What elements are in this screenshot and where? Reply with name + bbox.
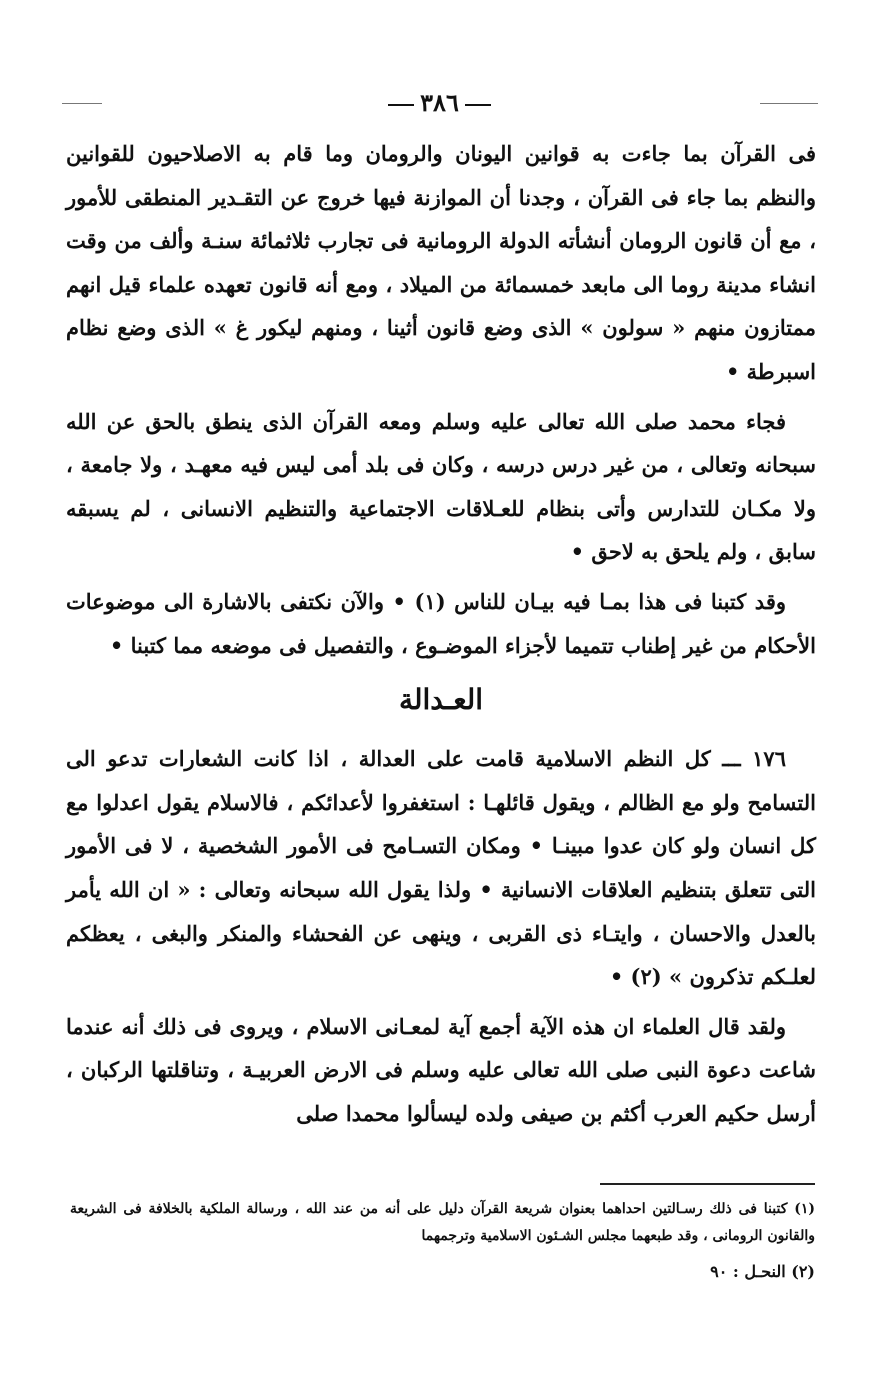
- page-number-dash-left: [388, 104, 414, 106]
- page-number-dash-right: [465, 104, 491, 106]
- section-paragraph-1: ١٧٦ ـــ كل النظم الاسلامية قامت على العدالة ، اذا كانت الشعارات تدعو الى التسامح ولو مع الظالم ، ويقول قائلهـا : استغفروا لأعدائكم ، فالاسلام يقول اعدلوا مع كل انسان ولو كان عدوا مبينـا • ومكان التسـامح فى الأمور الشخصية ، لا فى الأمور التى تتعلق بتنظيم العلاقات الانسانية • ولذا يقول الله سبحانه وتعالى : « ان الله يأمر بالعدل والاحسان ، وايتـاء ذى القربى ، وينهى عن الفحشاء والمنكر والبغى ، يعظكم لعلـكم تذكرون » (٢) •: [66, 746, 816, 990]
- section-heading: العـدالة: [398, 683, 484, 717]
- paragraph-3: وقد كتبنا فى هذا بمـا فيه بيـان للناس (١) • والآن نكتفى بالاشارة الى موضوعات الأحكام من غير إطناب تتميما لأجزاء الموضـوع ، والتفصيل فى موضعه مما كتبنا •: [66, 588, 816, 658]
- footnotes: [70, 1196, 815, 1285]
- section-paragraph-2: ولقد قال العلماء ان هذه الآية أجمع آية لمعـانى الاسلام ، ويروى فى ذلك أنه عندما شاعت دعوة النبى صلى الله تعالى عليه وسلم فى الارض العربيـة ، وتناقلتها الركبان ، أرسل حكيم العرب أكثم بن صيفى ولده ليسألوا محمدا صلى: [66, 1013, 816, 1126]
- main-text: [66, 132, 816, 1141]
- page-number-value: ٣٨٦: [420, 88, 459, 117]
- paragraph-2: فجاء محمد صلى الله تعالى عليه وسلم ومعه القرآن الذى ينطق بالحق عن الله سبحانه وتعالى ، من غير درس درسه ، وكان فى بلد أمى ليس فيه معهـد ، ولا جامعة ، ولا مكـان للتدارس وأتى بنظام للعـلاقات الاجتماعية والتنظيم الانسانى ، لم يسبقه سابق ، ولم يلحق به لاحق •: [66, 408, 816, 565]
- footnote-divider: [600, 1183, 815, 1185]
- footnote-1: (١) كتبنا فى ذلك رسـالتين احداهما بعنوان شريعة القرآن دليل على أنه من عند الله ، ورسالة الملكية بالخلافة فى الشريعة والقانون الرومانى ، وقد طبعهما مجلس الشـئون الاسلامية وترجمهما: [70, 1201, 815, 1244]
- page-number: [0, 88, 879, 117]
- paragraph-1: فى القرآن بما جاءت به قوانين اليونان والرومان وما قام به الاصلاحيون للقوانين والنظم بما جاء فى القرآن ، وجدنا أن الموازنة فيها خروج عن التقـدير المنطقى للأمور ، مع أن قانون الرومان أنشأته الدولة الرومانية فى تجارب ثلاثمائة سنـة وألف من وقت انشاء مدينة روما الى مابعد خمسمائة من الميلاد ، ومع أنه قانون تعهده علماء قيل انهم ممتازون منهم « سولون » الذى وضع قانون أثينا ، ومنهم ليكور غ » الذى وضع نظام اسبرطة •: [66, 141, 816, 384]
- footnote-2: (٢) النحـل : ٩٠: [710, 1262, 815, 1281]
